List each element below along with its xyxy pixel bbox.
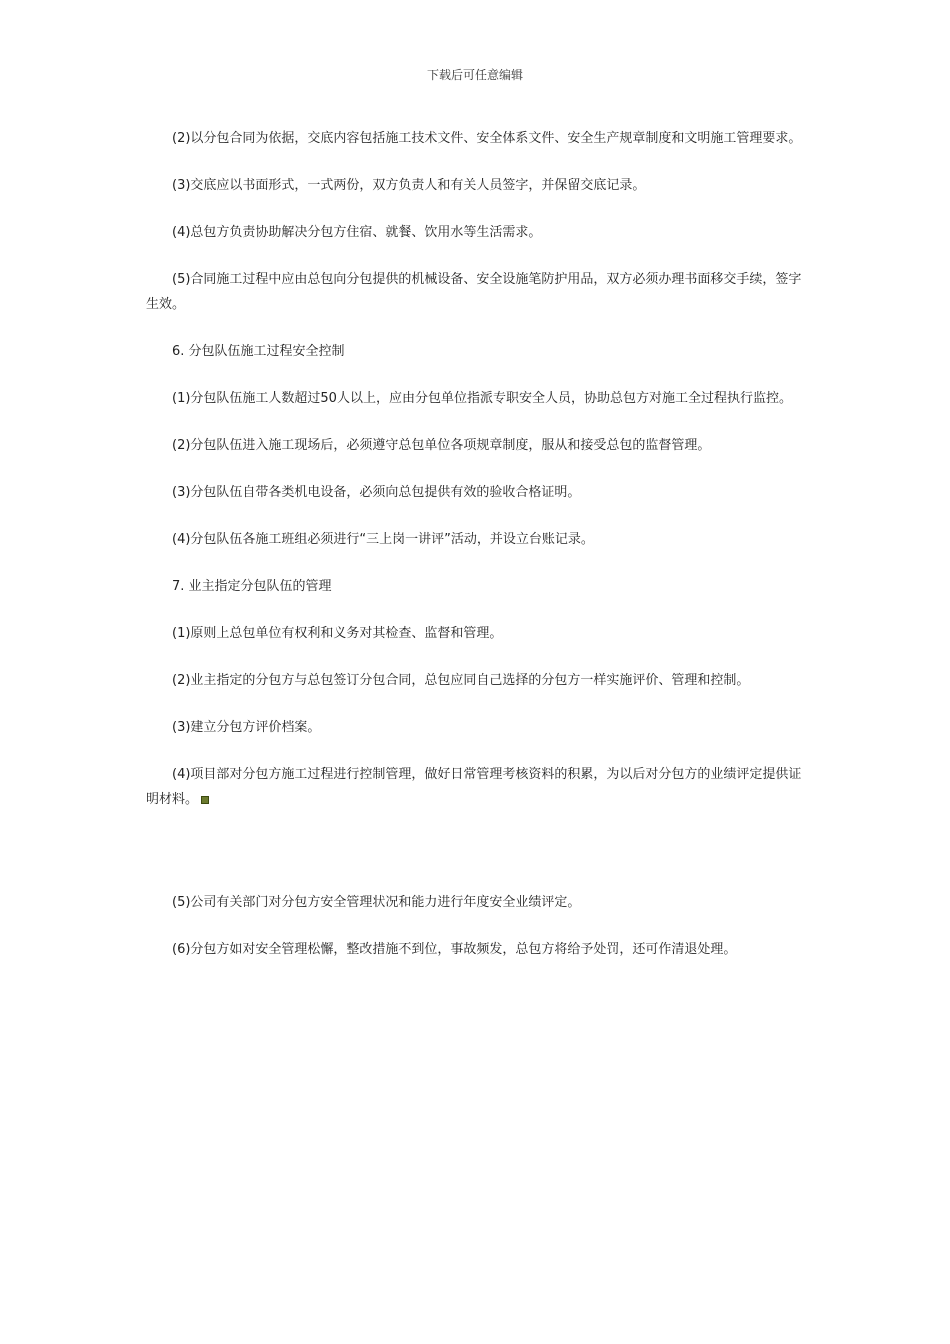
- page-header: 下载后可任意编辑: [426, 68, 523, 82]
- paragraph: (4)总包方负责协助解决分包方住宿、就餐、饮用水等生活需求。: [172, 225, 542, 240]
- paragraph: (2)分包队伍进入施工现场后，必须遵守总包单位各项规章制度，服从和接受总包的监督管理。: [172, 438, 711, 453]
- paragraph: (6)分包方如对安全管理松懈，整改措施不到位，事故频发，总包方将给予处罚，还可作清退处理。: [172, 942, 737, 957]
- paragraph: (1)分包队伍施工人数超过50人以上，应由分包单位指派专职安全人员，协助总包方对施工全过程执行监控。: [172, 391, 792, 406]
- paragraph: (1)原则上总包单位有权利和义务对其检查、监督和管理。: [172, 626, 503, 641]
- paragraph: (3)分包队伍自带各类机电设备，必须向总包提供有效的验收合格证明。: [172, 485, 581, 500]
- section-heading: 6. 分包队伍施工过程安全控制: [172, 344, 345, 359]
- paragraph: (3)交底应以书面形式，一式两份，双方负责人和有关人员签字，并保留交底记录。: [172, 178, 646, 193]
- paragraph-text: (4)项目部对分包方施工过程进行控制管理，做好日常管理考核资料的积累，为以后对分包方的业绩评定提供证明材料。: [146, 767, 802, 807]
- paragraph: (5)合同施工过程中应由总包向分包提供的机械设备、安全设施笔防护用品，双方必须办理书面移交手续，签字生效。: [146, 272, 802, 312]
- paragraph: (5)公司有关部门对分包方安全管理状况和能力进行年度安全业绩评定。: [172, 895, 581, 910]
- paragraph-with-mark: [146, 762, 810, 812]
- paragraph: (3)建立分包方评价档案。: [172, 720, 321, 735]
- paragraph: (2)业主指定的分包方与总包签订分包合同，总包应同自己选择的分包方一样实施评价、管理和控制。: [172, 673, 750, 688]
- section-heading: 7. 业主指定分包队伍的管理: [172, 579, 332, 594]
- small-image-icon: [201, 796, 209, 804]
- document-body: [146, 126, 810, 984]
- paragraph: (2)以分包合同为依据，交底内容包括施工技术文件、安全体系文件、安全生产规章制度和文明施工管理要求。: [172, 131, 802, 146]
- spacer: [146, 834, 810, 890]
- paragraph: (4)分包队伍各施工班组必须进行“三上岗一讲评”活动，并设立台账记录。: [172, 532, 594, 547]
